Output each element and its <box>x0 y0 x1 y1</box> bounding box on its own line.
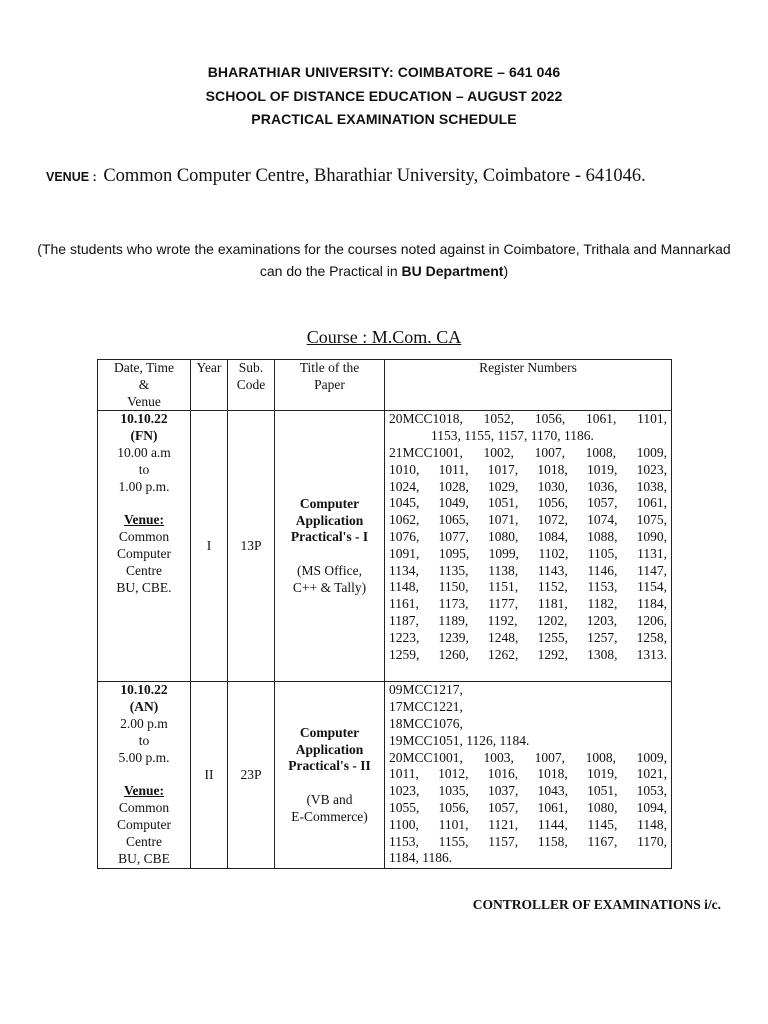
header-code: Sub. Code <box>228 360 275 411</box>
course-title: Course : M.Com. CA <box>306 327 462 347</box>
register-cell: 20MCC1018, 1052, 1056, 1061, 1101, 1153, 1155, 1157, 1170, 1186. 21MCC1001, 1002, 1007, 1008, 1009, 1010, 1011, 1017, 1018, 1019, 1023, 1024, 1028, 1029, 1030, 1036, 1038, 1045, 1049, 1051, 1056, 1057, 1061, 1062, 1065, 1071, 1072, 1074, 1075, 1076, 1077, 1080, 1084, 1088, 1090, 1091, 1095, 1099, 1102, 1105, 1131, 1134, 1135, 1138, 1143, 1146, 1147, 1148, 1150, 1151, 1152, 1153, 1154, 1161, 1173, 1177, 1181, 1182, 1184, 1187, 1189, 1192, 1202, 1203, 1206, 1223, 1239, 1248, 1255, 1257, 1258, 1259, 1260, 1262, 1292, 1308, 1313. <box>385 411 672 682</box>
table-row <box>98 411 672 682</box>
venue-heading: Venue: <box>123 512 164 528</box>
note-text-1: (The students who wrote the examinations for the courses noted against in Coimbatore, Trithala and Mannarkad can do the Practical in <box>37 241 731 279</box>
header-date: Date, Time & Venue <box>98 360 191 411</box>
header-university: BHARATHIAR UNIVERSITY: COIMBATORE – 641 046 <box>207 64 561 80</box>
code-cell: 23P <box>228 682 275 869</box>
header-register: Register Numbers <box>385 360 672 411</box>
controller-signature: CONTROLLER OF EXAMINATIONS i/c. <box>472 897 721 912</box>
header-title: Title of the Paper <box>275 360 385 411</box>
year-cell: II <box>191 682 228 869</box>
register-cell: 09MCC1217, 17MCC1221, 18MCC1076, 19MCC1051, 1126, 1184. 20MCC1001, 1003, 1007, 1008, 1009, 1011, 1012, 1016, 1018, 1019, 1021, 1023, 1035, 1037, 1043, 1051, 1053, 1055, 1056, 1057, 1061, 1080, 1094, 1100, 1101, 1121, 1144, 1145, 1148, 1153, 1155, 1157, 1158, 1167, 1170, 1184, 1186. <box>385 682 672 869</box>
venue-heading: Venue: <box>123 783 164 799</box>
header-schedule: PRACTICAL EXAMINATION SCHEDULE <box>251 111 517 127</box>
header-school: SCHOOL OF DISTANCE EDUCATION – AUGUST 2022 <box>205 88 563 104</box>
note-paragraph <box>30 238 738 282</box>
table-header-row <box>98 360 672 411</box>
title-cell: Computer Application Practical's - II (VB and E-Commerce) <box>275 682 385 869</box>
note-text-bold: BU Department <box>401 263 504 279</box>
venue-value: Common Computer Centre, Bharathiar University, Coimbatore - 641046. <box>103 166 646 186</box>
venue-label: VENUE : <box>46 170 97 184</box>
venue-line <box>46 166 746 187</box>
table-row <box>98 682 672 869</box>
header-year: Year <box>191 360 228 411</box>
note-text-2: ) <box>503 263 509 279</box>
date-cell: 10.10.22 (AN) 2.00 p.m to 5.00 p.m. Venue: Common Computer Centre BU, CBE <box>98 682 191 869</box>
schedule-table <box>97 359 672 869</box>
year-cell: I <box>191 411 228 682</box>
date-cell: 10.10.22 (FN) 10.00 a.m to 1.00 p.m. Venue: Common Computer Centre BU, CBE. <box>98 411 191 682</box>
code-cell: 13P <box>228 411 275 682</box>
title-cell: Computer Application Practical's - I (MS Office, C++ & Tally) <box>275 411 385 682</box>
